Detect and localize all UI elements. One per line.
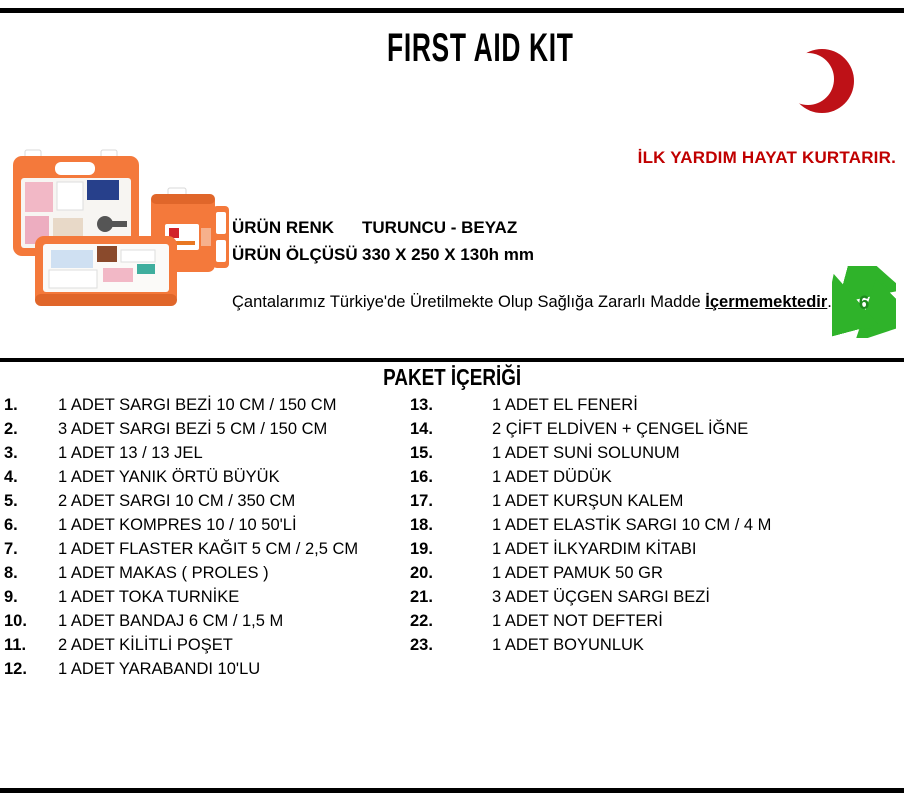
item-number: 5.: [4, 492, 18, 510]
package-list-right: [410, 393, 904, 657]
list-item: [0, 537, 404, 561]
item-text: 1 ADET DÜDÜK: [492, 468, 612, 486]
mid-divider: [0, 358, 904, 362]
product-specs: [232, 218, 534, 265]
list-item: [0, 489, 404, 513]
recycle-icon: [832, 266, 896, 343]
slogan-text: İLK YARDIM HAYAT KURTARIR.: [637, 148, 896, 167]
item-text: 1 ADET PAMUK 50 GR: [492, 564, 663, 582]
list-item: [0, 441, 404, 465]
item-number: 11.: [4, 636, 27, 654]
list-item: [0, 609, 404, 633]
list-item: [0, 417, 404, 441]
list-item: [0, 585, 404, 609]
item-number: 13.: [410, 396, 433, 414]
item-number: 3.: [4, 444, 18, 462]
item-text: 1 ADET FLASTER KAĞIT 5 CM / 2,5 CM: [58, 540, 359, 558]
item-number: 15.: [410, 444, 433, 462]
package-heading: PAKET İÇERİĞİ: [383, 364, 521, 390]
top-divider: [0, 8, 904, 13]
item-text: 1 ADET YANIK ÖRTÜ BÜYÜK: [58, 468, 280, 486]
list-item: [410, 633, 904, 657]
item-number: 2.: [4, 420, 18, 438]
item-text: 1 ADET 13 / 13 JEL: [58, 444, 203, 462]
list-item: [410, 465, 904, 489]
first-aid-cases-image: [5, 138, 230, 318]
item-text: 3 ADET SARGI BEZİ 5 CM / 150 CM: [58, 420, 328, 438]
list-item: [410, 489, 904, 513]
item-number: 10.: [4, 612, 27, 630]
item-text: 2 ADET KİLİTLİ POŞET: [58, 636, 233, 654]
list-item: [410, 441, 904, 465]
package-list-left: [0, 393, 404, 681]
list-item: [0, 465, 404, 489]
health-note: [232, 292, 832, 313]
item-text: 1 ADET KURŞUN KALEM: [492, 492, 684, 510]
item-text: 1 ADET BANDAJ 6 CM / 1,5 M: [58, 612, 284, 630]
item-number: 14.: [410, 420, 433, 438]
item-number: 23.: [410, 636, 433, 654]
item-number: 4.: [4, 468, 18, 486]
list-item: [410, 417, 904, 441]
list-item: [0, 633, 404, 657]
spec-label-size: ÜRÜN ÖLÇÜSÜ: [232, 245, 358, 264]
item-number: 1.: [4, 396, 18, 414]
recycle-number: 6: [858, 293, 870, 314]
item-number: 19.: [410, 540, 433, 558]
item-number: 18.: [410, 516, 433, 534]
item-text: 1 ADET ELASTİK SARGI 10 CM / 4 M: [492, 516, 772, 534]
list-item: [410, 585, 904, 609]
list-item: [410, 561, 904, 585]
list-item: [0, 657, 404, 681]
list-item: [410, 609, 904, 633]
item-number: 9.: [4, 588, 18, 606]
spec-label-color: ÜRÜN RENK: [232, 218, 334, 237]
item-number: 21.: [410, 588, 433, 606]
page-title: FIRST AID KIT: [386, 26, 574, 70]
item-text: 1 ADET KOMPRES 10 / 10 50'Lİ: [58, 516, 297, 534]
item-text: 1 ADET NOT DEFTERİ: [492, 612, 663, 630]
item-number: 20.: [410, 564, 433, 582]
item-text: 2 ÇİFT ELDİVEN + ÇENGEL İĞNE: [492, 420, 749, 438]
item-text: 1 ADET EL FENERİ: [492, 396, 638, 414]
item-number: 7.: [4, 540, 18, 558]
item-text: 1 ADET TOKA TURNİKE: [58, 588, 240, 606]
spec-value-color: TURUNCU - BEYAZ: [362, 218, 518, 237]
item-number: 6.: [4, 516, 18, 534]
item-text: 2 ADET SARGI 10 CM / 350 CM: [58, 492, 296, 510]
red-crescent-icon: [787, 46, 857, 121]
note-period: .: [827, 293, 832, 311]
item-text: 3 ADET ÜÇGEN SARGI BEZİ: [492, 588, 710, 606]
item-text: 1 ADET MAKAS ( PROLES ): [58, 564, 269, 582]
item-number: 16.: [410, 468, 433, 486]
note-emphasis: İçermemektedir: [705, 293, 828, 311]
list-item: [410, 537, 904, 561]
bottom-divider: [0, 788, 904, 793]
item-text: 1 ADET BOYUNLUK: [492, 636, 644, 654]
list-item: [410, 513, 904, 537]
item-text: 1 ADET YARABANDI 10'LU: [58, 660, 261, 678]
item-number: 12.: [4, 660, 27, 678]
spec-value-size: 330 X 250 X 130h mm: [362, 245, 535, 264]
list-item: [0, 513, 404, 537]
list-item: [0, 561, 404, 585]
item-text: 1 ADET İLKYARDIM KİTABI: [492, 540, 697, 558]
item-number: 8.: [4, 564, 18, 582]
list-item: [0, 393, 404, 417]
item-number: 22.: [410, 612, 433, 630]
product-photo: [5, 138, 230, 323]
item-text: 1 ADET SARGI BEZİ 10 CM / 150 CM: [58, 396, 337, 414]
note-text: Çantalarımız Türkiye'de Üretilmekte Olup Sağlığa Zararlı Madde: [232, 293, 706, 311]
item-text: 1 ADET SUNİ SOLUNUM: [492, 444, 680, 462]
item-number: 17.: [410, 492, 433, 510]
list-item: [410, 393, 904, 417]
